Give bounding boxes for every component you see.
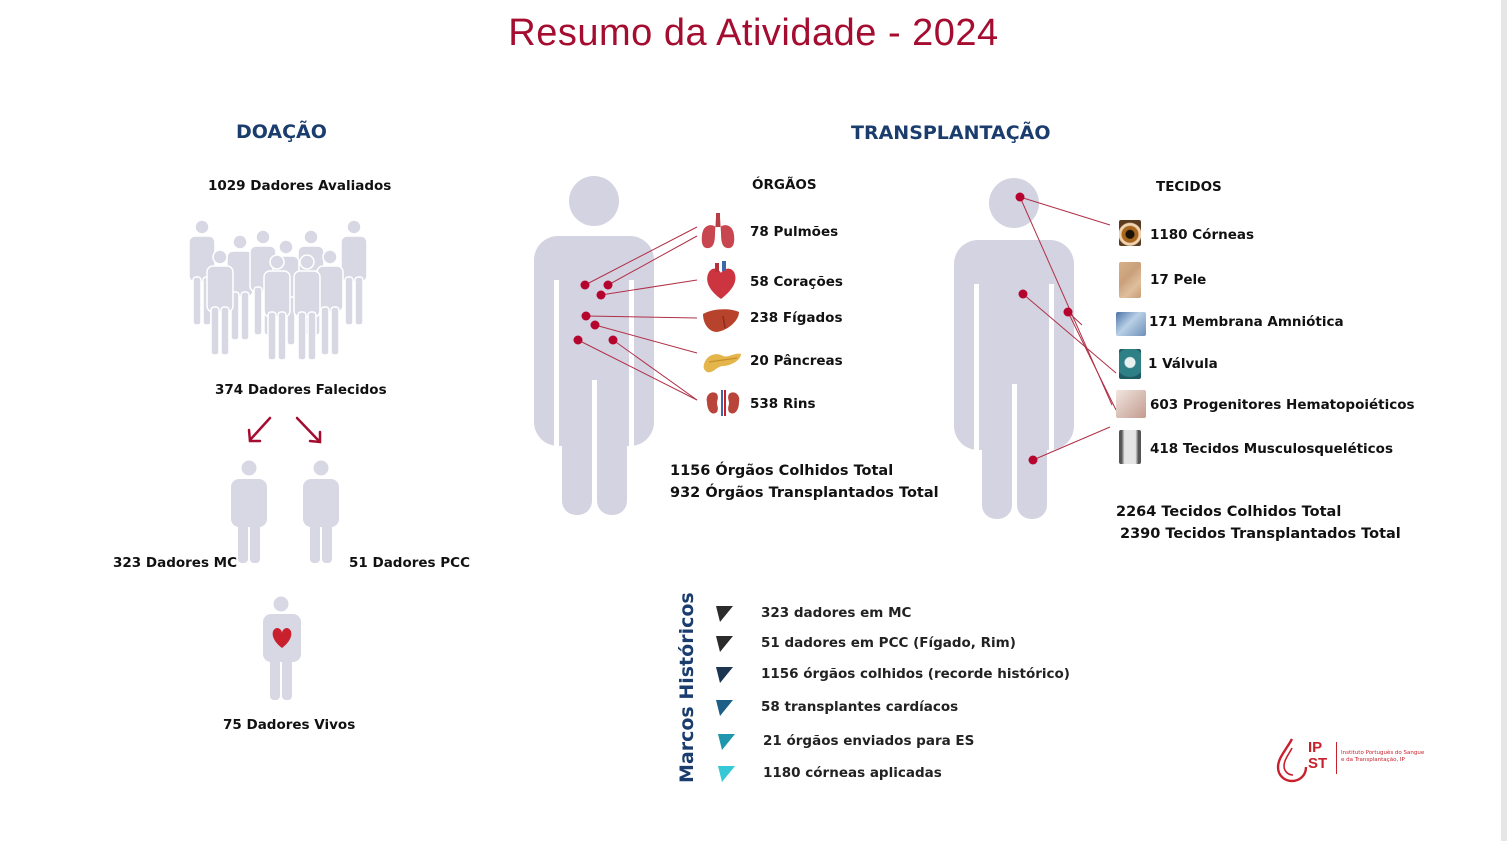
tissue-connector-lines	[1010, 185, 1130, 475]
valve-icon	[1119, 349, 1141, 379]
marco-bullet-icon	[718, 766, 736, 784]
organ-label-rins: 538 Rins	[750, 396, 816, 412]
transplantacao-heading: TRANSPLANTAÇÃO	[851, 122, 1051, 144]
amniotic-membrane-icon	[1116, 312, 1146, 336]
marco-item-label: 1180 córneas aplicadas	[763, 765, 942, 781]
split-arrows-icon	[240, 410, 340, 450]
marco-bullet-icon	[718, 734, 736, 752]
tissue-label-progenitores: 603 Progenitores Hematopoiéticos	[1150, 397, 1415, 413]
dadores-mc-label: 323 Dadores MC	[113, 555, 238, 571]
marco-bullet-icon	[716, 606, 734, 624]
tissue-label-musculosqueleticos: 418 Tecidos Musculosqueléticos	[1150, 441, 1393, 457]
dador-vivo-person-icon	[260, 594, 310, 704]
marco-bullet-icon	[716, 636, 734, 654]
tecidos-colhidos-total: 2264 Tecidos Colhidos Total	[1116, 504, 1342, 520]
organ-connector-lines	[560, 210, 710, 420]
dadores-falecidos-label: 374 Dadores Falecidos	[215, 382, 387, 398]
marco-item-label: 21 órgãos enviados para ES	[763, 733, 975, 749]
dadores-pcc-label: 51 Dadores PCC	[349, 555, 470, 571]
dador-mc-person-icon	[226, 458, 276, 568]
marco-item-label: 58 transplantes cardíacos	[761, 699, 959, 715]
dadores-vivos-label: 75 Dadores Vivos	[223, 717, 356, 733]
tecidos-transplantados-total: 2390 Tecidos Transplantados Total	[1120, 526, 1401, 542]
pancreas-icon	[701, 346, 743, 376]
doacao-heading: DOAÇÃO	[236, 121, 327, 143]
marcos-historicos-heading: Marcos Históricos	[676, 592, 698, 783]
cornea-icon	[1119, 220, 1141, 246]
logo-mark: IP ST	[1308, 739, 1328, 772]
lungs-icon	[697, 211, 739, 253]
skin-icon	[1119, 262, 1141, 298]
tecidos-heading: TECIDOS	[1156, 179, 1222, 195]
tissue-label-valvula: 1 Válvula	[1148, 356, 1218, 372]
liver-icon	[701, 306, 741, 334]
dador-pcc-person-icon	[298, 458, 348, 568]
marco-item-label: 51 dadores em PCC (Fígado, Rim)	[761, 635, 1016, 651]
tissue-label-corneas: 1180 Córneas	[1150, 227, 1255, 243]
logo-text-line1: Instituto Português do Sangue	[1341, 750, 1425, 756]
organ-label-figados: 238 Fígados	[750, 310, 843, 326]
heart-organ-icon	[703, 261, 739, 301]
ipst-logo	[1272, 736, 1432, 786]
hematopoietic-icon	[1116, 390, 1146, 418]
orgaos-heading: ÓRGÃOS	[752, 177, 817, 193]
right-edge-scrollbar	[1501, 0, 1507, 841]
marco-item-label: 1156 órgãos colhidos (recorde histórico)	[761, 666, 1070, 682]
kidneys-icon	[703, 388, 743, 418]
dadores-avaliados-label: 1029 Dadores Avaliados	[208, 178, 392, 194]
marco-bullet-icon	[716, 700, 734, 718]
orgaos-colhidos-total: 1156 Órgãos Colhidos Total	[670, 463, 894, 479]
organ-label-pulmoes: 78 Pulmões	[750, 224, 839, 240]
logo-text	[1341, 750, 1424, 764]
knee-icon	[1119, 430, 1141, 464]
page-title: Resumo da Atividade - 2024	[508, 12, 999, 54]
logo-text-line2: e da Transplantação, IP	[1341, 757, 1405, 763]
organ-label-coracoes: 58 Corações	[750, 274, 843, 290]
organ-label-pancreas: 20 Pâncreas	[750, 353, 843, 369]
tissue-label-pele: 17 Pele	[1150, 272, 1207, 288]
tissue-label-membrana: 171 Membrana Amniótica	[1149, 314, 1344, 330]
marco-bullet-icon	[716, 667, 734, 685]
logo-divider	[1336, 742, 1337, 774]
crowd-icon	[180, 215, 380, 360]
blood-drop-logo-icon	[1272, 736, 1312, 784]
orgaos-transplantados-total: 932 Órgãos Transplantados Total	[670, 485, 939, 501]
marco-item-label: 323 dadores em MC	[761, 605, 912, 621]
